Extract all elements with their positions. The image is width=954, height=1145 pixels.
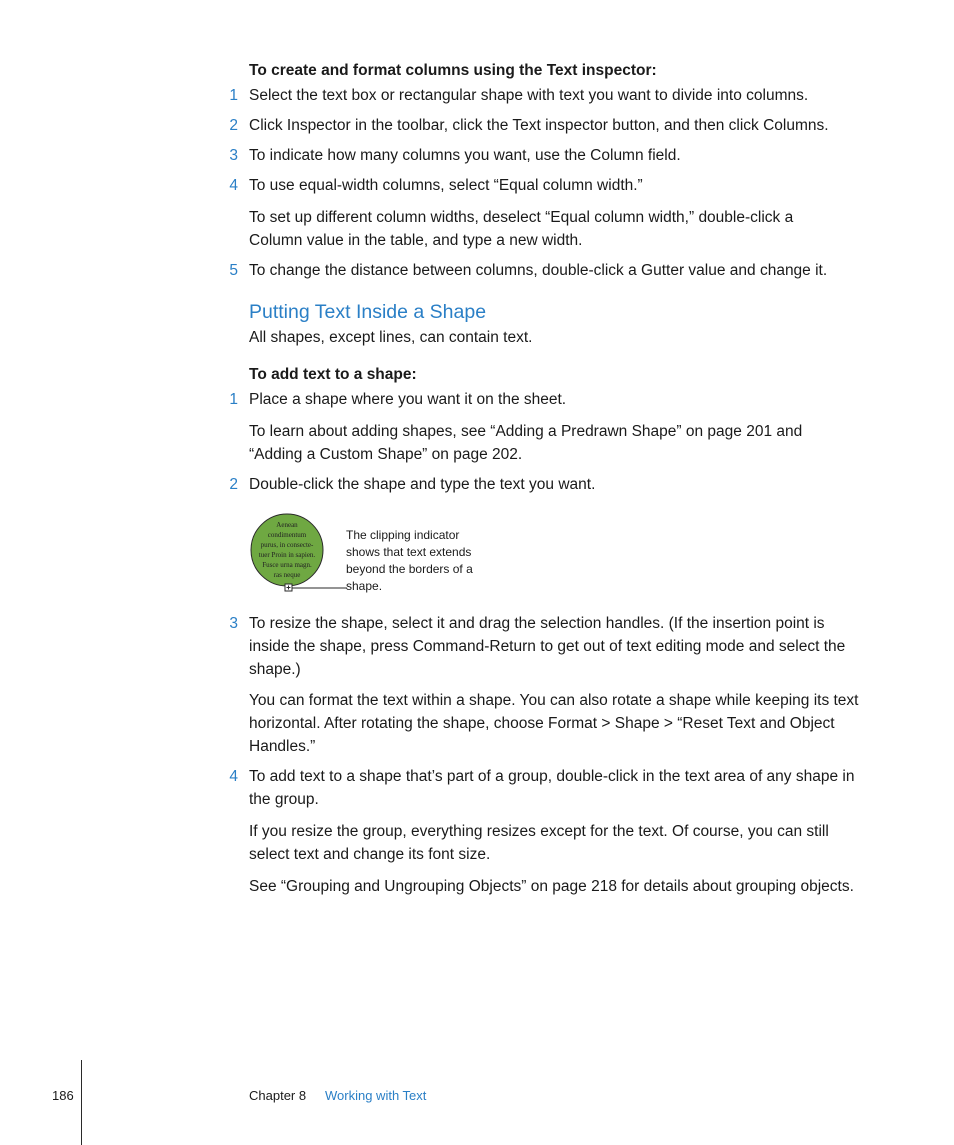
step-text: To add text to a shape that’s part of a group, double-click in the text area of any shape in the group. bbox=[249, 768, 855, 808]
procedure-title-shape: To add text to a shape: bbox=[249, 366, 417, 383]
step-number: 2 bbox=[229, 476, 238, 493]
step-number: 2 bbox=[229, 117, 238, 134]
step-number: 3 bbox=[229, 147, 238, 164]
shape-text-line: Fusce urna magn. bbox=[262, 561, 312, 569]
shape-text-line: ras neque bbox=[273, 571, 301, 579]
section-heading: Putting Text Inside a Shape bbox=[249, 301, 487, 323]
step-note: See “Grouping and Ungrouping Objects” on page 218 for details about grouping objects. bbox=[249, 878, 854, 895]
shape-text-line: purus, in consecte- bbox=[260, 541, 314, 549]
step-number: 4 bbox=[229, 177, 238, 194]
step-number: 4 bbox=[229, 768, 238, 785]
page-number: 186 bbox=[52, 1088, 74, 1103]
step-note: To set up different column widths, deselect “Equal column width,” double-click a Column value in the table, and type a new width. bbox=[249, 209, 794, 249]
step-note: To learn about adding shapes, see “Adding a Predrawn Shape” on page 201 and “Adding a Custom Shape” on page 202. bbox=[249, 423, 803, 463]
shape-text-line: condimentum bbox=[267, 531, 307, 539]
footer-chapter-title: Working with Text bbox=[325, 1088, 427, 1103]
step-number: 1 bbox=[229, 391, 238, 408]
step-number: 3 bbox=[229, 615, 238, 632]
step-number: 5 bbox=[229, 262, 238, 279]
step-number: 1 bbox=[229, 87, 238, 104]
step-text: To use equal-width columns, select “Equal column width.” bbox=[249, 177, 643, 194]
section-summary: All shapes, except lines, can contain text. bbox=[249, 329, 533, 346]
figure-caption: The clipping indicator shows that text extends beyond the borders of a shape. bbox=[346, 528, 473, 593]
clipping-indicator bbox=[283, 582, 347, 594]
step-text: Select the text box or rectangular shape with text you want to divide into columns. bbox=[249, 87, 809, 104]
step-text: To change the distance between columns, double-click a Gutter value and change it. bbox=[249, 262, 828, 279]
step-text: To resize the shape, select it and drag the selection handles. (If the insertion point is inside the shape, press Command-Return to get out of text editing mode and select the shape.) bbox=[249, 615, 846, 678]
step-note: If you resize the group, everything resizes except for the text. Of course, you can still select text and change its font size. bbox=[249, 823, 829, 863]
step-text: Double-click the shape and type the text you want. bbox=[249, 476, 596, 493]
shape-text-line: tuer Proin in sapien. bbox=[258, 551, 316, 559]
footer-divider bbox=[81, 1060, 82, 1145]
shape-figure bbox=[250, 513, 324, 587]
procedure-title-columns: To create and format columns using the Text inspector: bbox=[249, 62, 657, 79]
step-text: Click Inspector in the toolbar, click the Text inspector button, and then click Columns. bbox=[249, 117, 829, 134]
step-text: To indicate how many columns you want, use the Column field. bbox=[249, 147, 681, 164]
step-note: You can format the text within a shape. You can also rotate a shape while keeping its text horizontal. After rotating the shape, choose Format > Shape > “Reset Text and Object Handles.” bbox=[249, 692, 859, 755]
shape-text-line: Aenean bbox=[276, 521, 298, 529]
footer-chapter: Chapter 8 bbox=[249, 1088, 307, 1103]
step-text: Place a shape where you want it on the sheet. bbox=[249, 391, 567, 408]
